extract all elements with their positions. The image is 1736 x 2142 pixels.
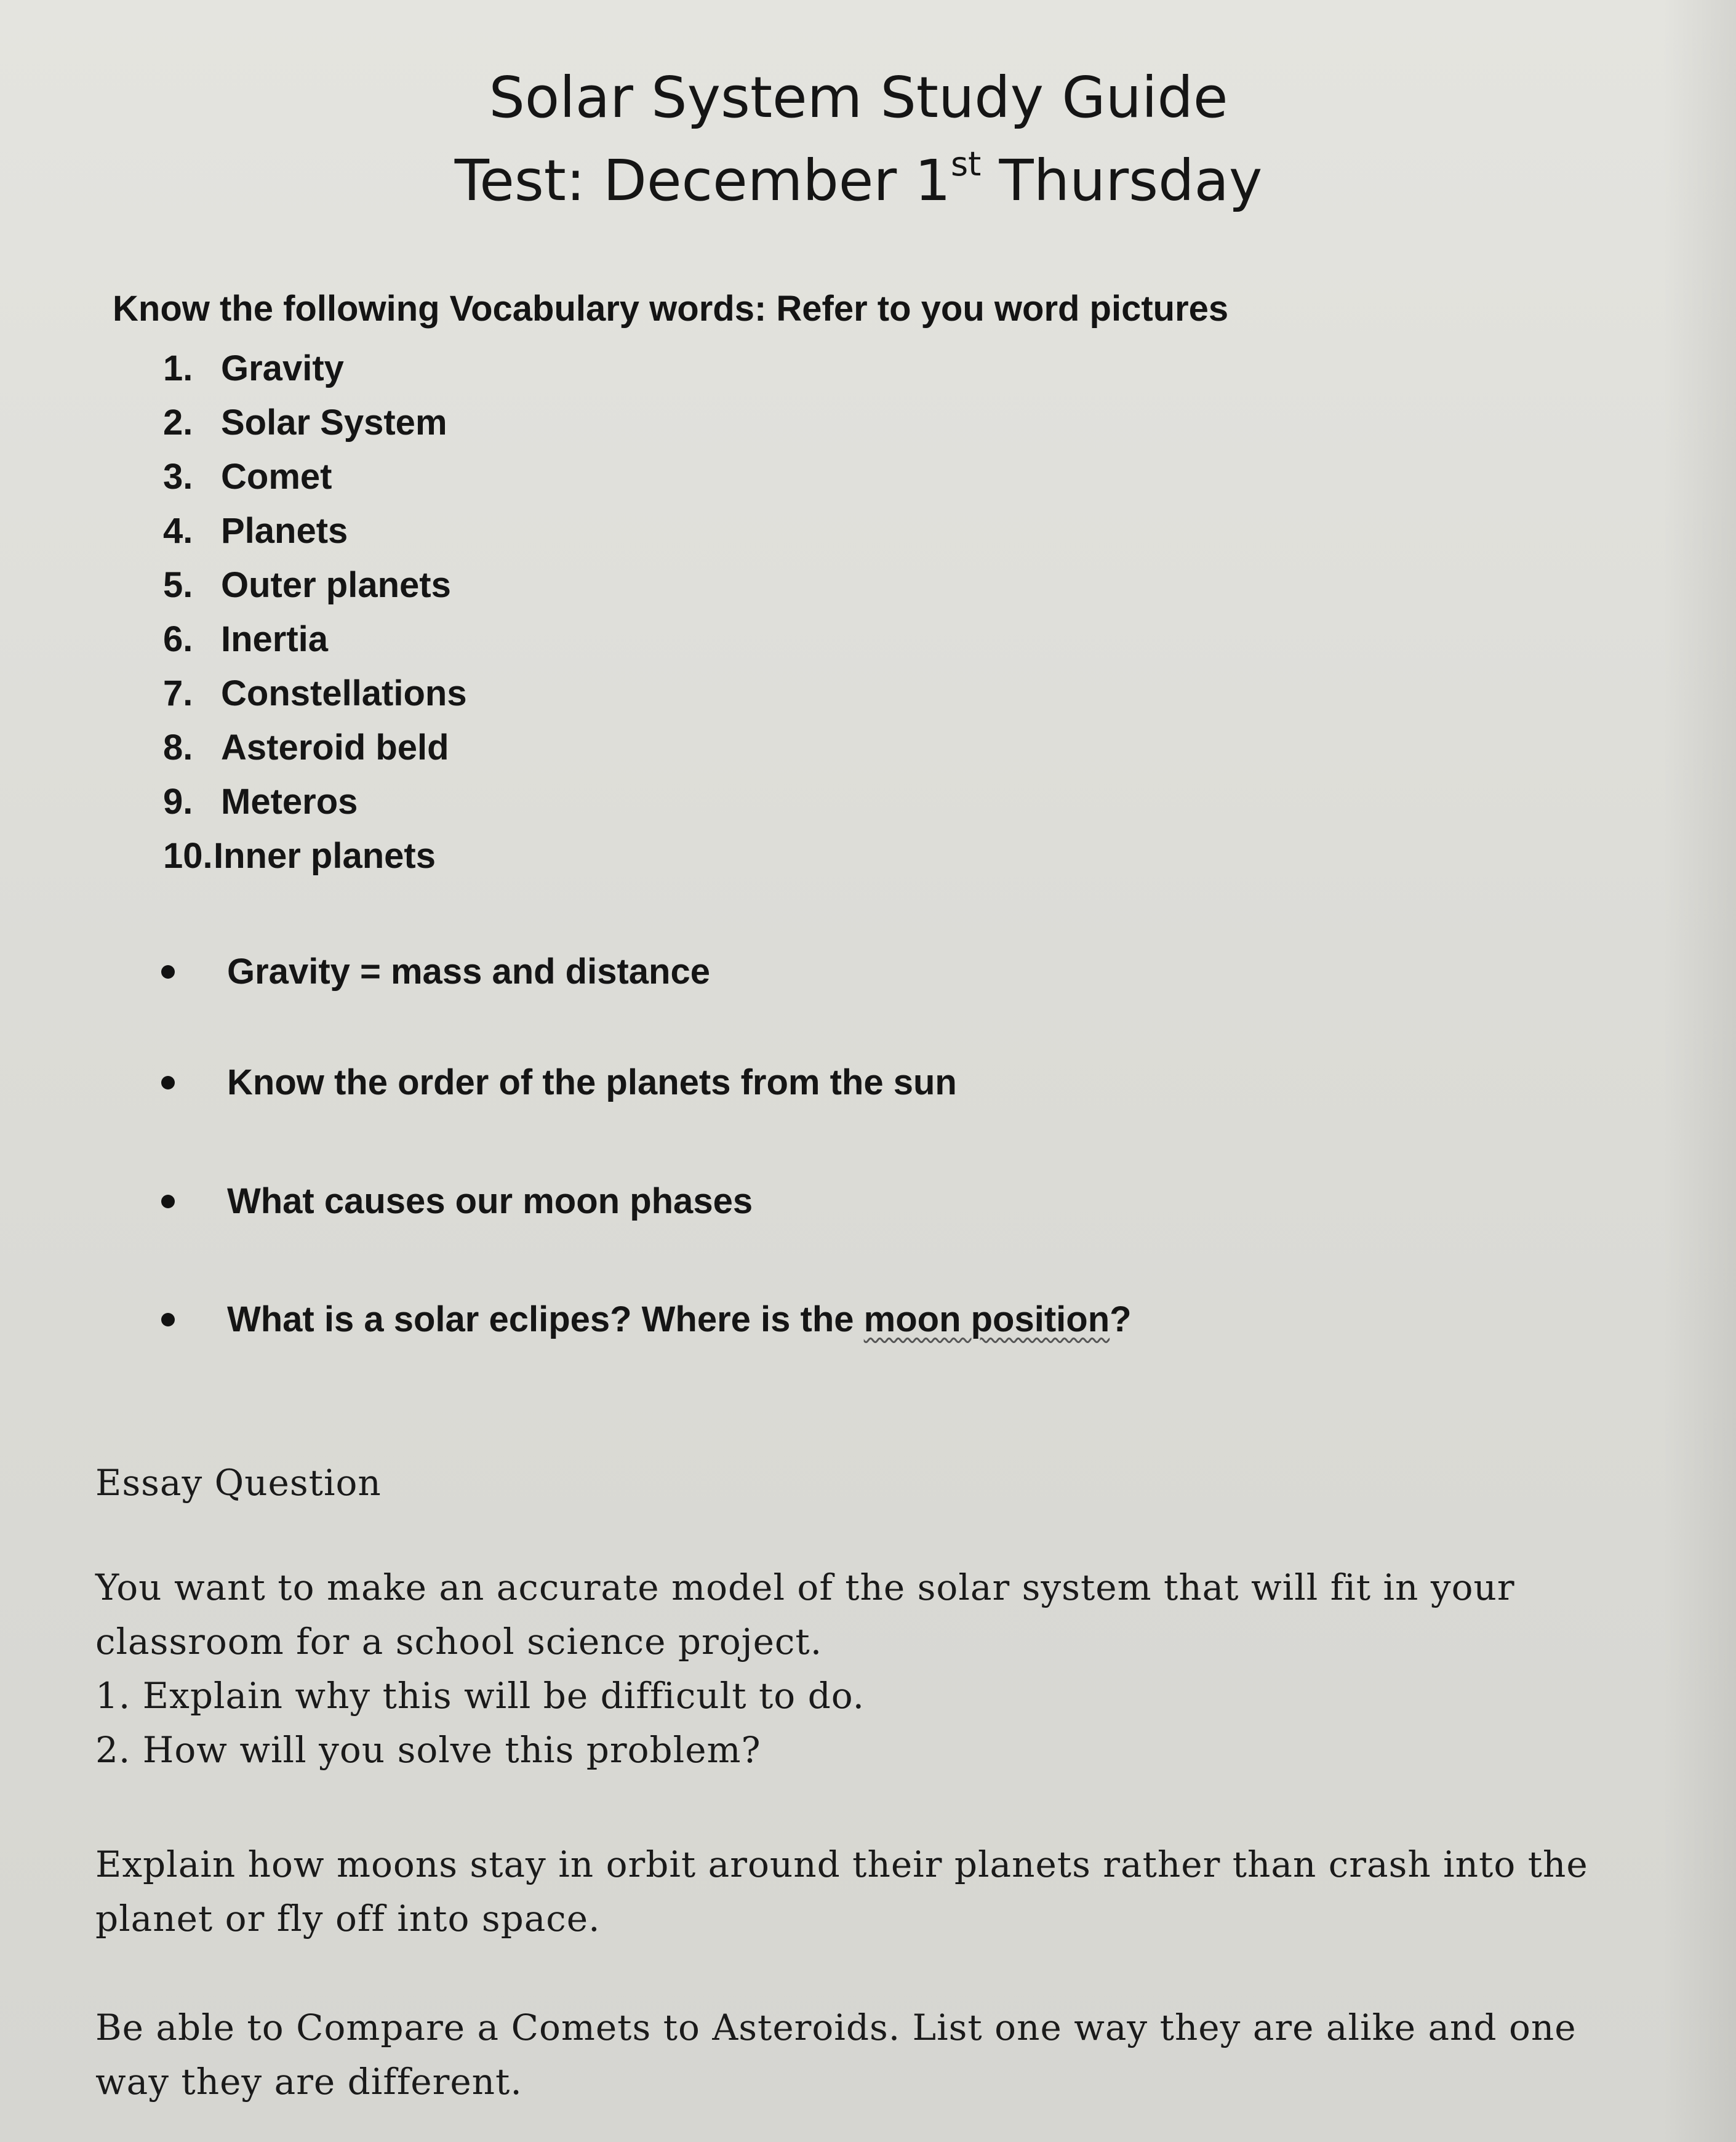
- vocab-item: [163, 564, 467, 619]
- bullet-text-prefix: What is a solar eclipes? Where is the: [227, 1299, 864, 1339]
- vocab-word: Constellations: [221, 673, 467, 713]
- essay-question-3: [95, 2000, 1577, 2109]
- photo-shading: [1662, 0, 1736, 2142]
- bullet-dot-icon: [161, 1313, 175, 1326]
- vocab-number: 5.: [163, 565, 193, 605]
- bullet-dot-icon: [161, 965, 175, 979]
- vocab-number: 9.: [163, 782, 193, 822]
- bullet-item: [161, 951, 710, 992]
- bullet-item: [161, 1299, 1132, 1340]
- vocab-word: Comet: [221, 457, 332, 497]
- document-title: Solar System Study Guide: [489, 65, 1228, 130]
- vocab-word: Inner planets: [214, 836, 436, 876]
- vocab-item: [163, 510, 467, 564]
- vocab-list: [163, 348, 467, 889]
- vocab-number: 3.: [163, 457, 193, 497]
- vocab-word: Asteroid beld: [221, 728, 449, 768]
- vocab-number: 7.: [163, 673, 193, 713]
- essay-line: Explain how moons stay in orbit around their planets rather than crash into the: [95, 1843, 1588, 1885]
- vocab-item: [163, 835, 467, 889]
- essay-line: Be able to Compare a Comets to Asteroids. List one way they are alike and one: [95, 2007, 1577, 2048]
- vocab-item: [163, 619, 467, 673]
- date-ordinal-superscript: st: [950, 145, 982, 184]
- bullet-item: [161, 1181, 753, 1222]
- vocab-word: Gravity: [221, 348, 344, 388]
- vocab-number: 8.: [163, 728, 193, 768]
- vocab-word: Meteros: [221, 782, 358, 822]
- essay-subitem: 2. How will you solve this problem?: [95, 1729, 761, 1771]
- spellcheck-flagged-text: moon position: [863, 1299, 1110, 1339]
- bullet-text-suffix: ?: [1110, 1299, 1132, 1339]
- bullet-text: [227, 1299, 1132, 1340]
- vocab-item: [163, 348, 467, 402]
- vocab-intro: Know the following Vocabulary words: Refer to you word pictures: [113, 289, 1229, 329]
- essay-line: classroom for a school science project.: [95, 1621, 823, 1663]
- vocab-number: 10.: [163, 836, 213, 876]
- test-date-prefix: Test: December 1: [454, 148, 951, 214]
- vocab-number: 2.: [163, 403, 193, 443]
- essay-question-2: [95, 1837, 1588, 1946]
- vocab-item: [163, 673, 467, 727]
- bullet-item: [161, 1062, 957, 1103]
- vocab-word: Inertia: [221, 619, 329, 659]
- bullet-text: Know the order of the planets from the sun: [227, 1062, 957, 1102]
- bullet-dot-icon: [161, 1195, 175, 1208]
- bullet-dot-icon: [161, 1076, 175, 1089]
- vocab-number: 1.: [163, 348, 193, 388]
- vocab-item: [163, 456, 467, 510]
- essay-line: You want to make an accurate model of the solar system that will fit in your: [95, 1566, 1515, 1608]
- vocab-word: Outer planets: [221, 565, 451, 605]
- vocab-number: 6.: [163, 619, 193, 659]
- essay-heading: Essay Question: [95, 1462, 382, 1504]
- essay-line: planet or fly off into space.: [95, 1898, 601, 1939]
- vocab-item: [163, 727, 467, 781]
- vocab-item: [163, 781, 467, 835]
- test-date-suffix: Thursday: [981, 148, 1263, 214]
- test-date-heading: [0, 145, 1717, 214]
- vocab-word: Solar System: [221, 403, 447, 443]
- essay-subitem: 1. Explain why this will be difficult to do.: [95, 1675, 865, 1717]
- vocab-number: 4.: [163, 511, 193, 551]
- vocab-word: Planets: [221, 511, 348, 551]
- vocab-item: [163, 402, 467, 456]
- essay-question-1: [95, 1560, 1515, 1777]
- essay-line: way they are different.: [95, 2061, 522, 2103]
- bullet-text: Gravity = mass and distance: [227, 952, 710, 992]
- bullet-text: What causes our moon phases: [227, 1181, 753, 1221]
